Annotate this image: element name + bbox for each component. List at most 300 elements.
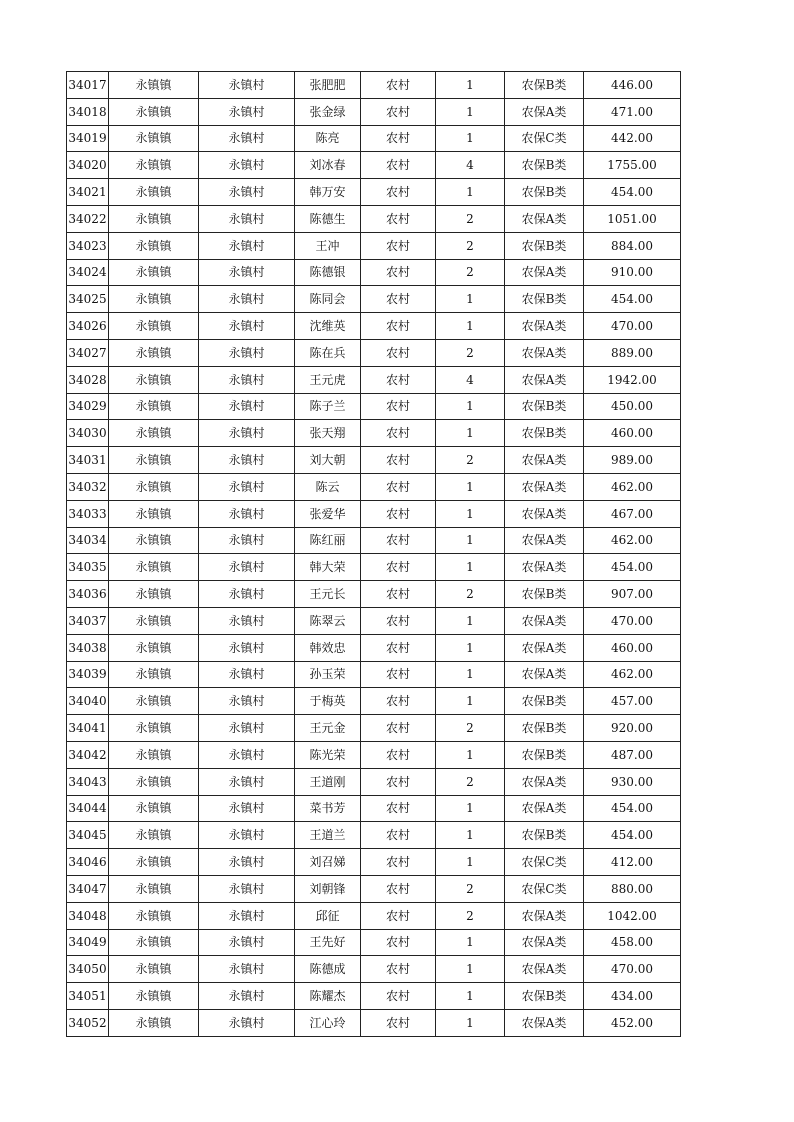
village-cell: 永镇村 bbox=[199, 179, 295, 206]
insurance-category-cell: 农保A类 bbox=[505, 339, 584, 366]
area-type-cell: 农村 bbox=[361, 259, 436, 286]
town-cell: 永镇镇 bbox=[109, 1009, 199, 1036]
area-type-cell: 农村 bbox=[361, 473, 436, 500]
insurance-category-cell: 农保A类 bbox=[505, 98, 584, 125]
name-cell: 江心玲 bbox=[295, 1009, 361, 1036]
amount-cell: 910.00 bbox=[584, 259, 681, 286]
amount-cell: 454.00 bbox=[584, 554, 681, 581]
name-cell: 孙玉荣 bbox=[295, 661, 361, 688]
amount-cell: 454.00 bbox=[584, 179, 681, 206]
household-count-cell: 2 bbox=[436, 232, 505, 259]
amount-cell: 452.00 bbox=[584, 1009, 681, 1036]
town-cell: 永镇镇 bbox=[109, 500, 199, 527]
village-cell: 永镇村 bbox=[199, 661, 295, 688]
amount-cell: 467.00 bbox=[584, 500, 681, 527]
table-row bbox=[67, 1009, 681, 1036]
record-id-cell: 34035 bbox=[67, 554, 109, 581]
amount-cell: 460.00 bbox=[584, 420, 681, 447]
town-cell: 永镇镇 bbox=[109, 554, 199, 581]
table-row bbox=[67, 500, 681, 527]
area-type-cell: 农村 bbox=[361, 447, 436, 474]
household-count-cell: 1 bbox=[436, 98, 505, 125]
name-cell: 沈维英 bbox=[295, 313, 361, 340]
record-id-cell: 34031 bbox=[67, 447, 109, 474]
name-cell: 王冲 bbox=[295, 232, 361, 259]
area-type-cell: 农村 bbox=[361, 929, 436, 956]
village-cell: 永镇村 bbox=[199, 634, 295, 661]
record-id-cell: 34022 bbox=[67, 205, 109, 232]
town-cell: 永镇镇 bbox=[109, 286, 199, 313]
household-count-cell: 2 bbox=[436, 715, 505, 742]
household-count-cell: 1 bbox=[436, 607, 505, 634]
record-id-cell: 34026 bbox=[67, 313, 109, 340]
area-type-cell: 农村 bbox=[361, 634, 436, 661]
name-cell: 陈云 bbox=[295, 473, 361, 500]
record-id-cell: 34028 bbox=[67, 366, 109, 393]
name-cell: 王元虎 bbox=[295, 366, 361, 393]
insurance-category-cell: 农保A类 bbox=[505, 205, 584, 232]
area-type-cell: 农村 bbox=[361, 768, 436, 795]
amount-cell: 471.00 bbox=[584, 98, 681, 125]
village-cell: 永镇村 bbox=[199, 447, 295, 474]
village-cell: 永镇村 bbox=[199, 366, 295, 393]
amount-cell: 462.00 bbox=[584, 661, 681, 688]
insurance-category-cell: 农保A类 bbox=[505, 661, 584, 688]
area-type-cell: 农村 bbox=[361, 366, 436, 393]
table-row bbox=[67, 473, 681, 500]
amount-cell: 1042.00 bbox=[584, 902, 681, 929]
area-type-cell: 农村 bbox=[361, 875, 436, 902]
amount-cell: 989.00 bbox=[584, 447, 681, 474]
village-cell: 永镇村 bbox=[199, 849, 295, 876]
village-cell: 永镇村 bbox=[199, 527, 295, 554]
area-type-cell: 农村 bbox=[361, 983, 436, 1010]
insurance-category-cell: 农保A类 bbox=[505, 554, 584, 581]
village-cell: 永镇村 bbox=[199, 473, 295, 500]
insurance-category-cell: 农保A类 bbox=[505, 902, 584, 929]
household-count-cell: 2 bbox=[436, 447, 505, 474]
insurance-category-cell: 农保B类 bbox=[505, 393, 584, 420]
household-count-cell: 2 bbox=[436, 339, 505, 366]
household-count-cell: 1 bbox=[436, 179, 505, 206]
household-count-cell: 2 bbox=[436, 259, 505, 286]
amount-cell: 930.00 bbox=[584, 768, 681, 795]
area-type-cell: 农村 bbox=[361, 313, 436, 340]
area-type-cell: 农村 bbox=[361, 205, 436, 232]
record-id-cell: 34048 bbox=[67, 902, 109, 929]
name-cell: 刘大朝 bbox=[295, 447, 361, 474]
village-cell: 永镇村 bbox=[199, 983, 295, 1010]
area-type-cell: 农村 bbox=[361, 822, 436, 849]
table-row bbox=[67, 286, 681, 313]
amount-cell: 470.00 bbox=[584, 956, 681, 983]
town-cell: 永镇镇 bbox=[109, 607, 199, 634]
amount-cell: 412.00 bbox=[584, 849, 681, 876]
town-cell: 永镇镇 bbox=[109, 232, 199, 259]
table-row bbox=[67, 447, 681, 474]
town-cell: 永镇镇 bbox=[109, 447, 199, 474]
insurance-category-cell: 农保B类 bbox=[505, 72, 584, 99]
village-cell: 永镇村 bbox=[199, 393, 295, 420]
town-cell: 永镇镇 bbox=[109, 581, 199, 608]
area-type-cell: 农村 bbox=[361, 849, 436, 876]
table-row bbox=[67, 259, 681, 286]
village-cell: 永镇村 bbox=[199, 339, 295, 366]
record-id-cell: 34017 bbox=[67, 72, 109, 99]
town-cell: 永镇镇 bbox=[109, 956, 199, 983]
village-cell: 永镇村 bbox=[199, 125, 295, 152]
village-cell: 永镇村 bbox=[199, 1009, 295, 1036]
town-cell: 永镇镇 bbox=[109, 473, 199, 500]
table-row bbox=[67, 688, 681, 715]
village-cell: 永镇村 bbox=[199, 607, 295, 634]
record-id-cell: 34036 bbox=[67, 581, 109, 608]
record-id-cell: 34044 bbox=[67, 795, 109, 822]
name-cell: 韩效忠 bbox=[295, 634, 361, 661]
town-cell: 永镇镇 bbox=[109, 688, 199, 715]
table-row bbox=[67, 768, 681, 795]
household-count-cell: 4 bbox=[436, 366, 505, 393]
name-cell: 韩大荣 bbox=[295, 554, 361, 581]
table-row bbox=[67, 849, 681, 876]
insurance-category-cell: 农保C类 bbox=[505, 849, 584, 876]
household-count-cell: 1 bbox=[436, 822, 505, 849]
town-cell: 永镇镇 bbox=[109, 313, 199, 340]
name-cell: 陈红丽 bbox=[295, 527, 361, 554]
town-cell: 永镇镇 bbox=[109, 822, 199, 849]
amount-cell: 446.00 bbox=[584, 72, 681, 99]
table-row bbox=[67, 339, 681, 366]
insurance-category-cell: 农保B类 bbox=[505, 286, 584, 313]
amount-cell: 1051.00 bbox=[584, 205, 681, 232]
amount-cell: 457.00 bbox=[584, 688, 681, 715]
insurance-category-cell: 农保B类 bbox=[505, 420, 584, 447]
household-count-cell: 1 bbox=[436, 983, 505, 1010]
town-cell: 永镇镇 bbox=[109, 983, 199, 1010]
record-id-cell: 34051 bbox=[67, 983, 109, 1010]
insurance-category-cell: 农保B类 bbox=[505, 715, 584, 742]
name-cell: 陈光荣 bbox=[295, 741, 361, 768]
table-row bbox=[67, 983, 681, 1010]
record-id-cell: 34034 bbox=[67, 527, 109, 554]
amount-cell: 1755.00 bbox=[584, 152, 681, 179]
table-row bbox=[67, 875, 681, 902]
record-id-cell: 34039 bbox=[67, 661, 109, 688]
area-type-cell: 农村 bbox=[361, 286, 436, 313]
household-count-cell: 1 bbox=[436, 72, 505, 99]
insurance-category-cell: 农保A类 bbox=[505, 527, 584, 554]
record-id-cell: 34047 bbox=[67, 875, 109, 902]
area-type-cell: 农村 bbox=[361, 232, 436, 259]
household-count-cell: 1 bbox=[436, 313, 505, 340]
table-row bbox=[67, 313, 681, 340]
household-count-cell: 1 bbox=[436, 849, 505, 876]
village-cell: 永镇村 bbox=[199, 554, 295, 581]
amount-cell: 920.00 bbox=[584, 715, 681, 742]
household-count-cell: 2 bbox=[436, 768, 505, 795]
name-cell: 陈同会 bbox=[295, 286, 361, 313]
name-cell: 刘召娣 bbox=[295, 849, 361, 876]
record-id-cell: 34029 bbox=[67, 393, 109, 420]
village-cell: 永镇村 bbox=[199, 741, 295, 768]
insurance-category-cell: 农保B类 bbox=[505, 232, 584, 259]
table-row bbox=[67, 929, 681, 956]
insurance-category-cell: 农保A类 bbox=[505, 473, 584, 500]
name-cell: 张爱华 bbox=[295, 500, 361, 527]
table-row bbox=[67, 98, 681, 125]
village-cell: 永镇村 bbox=[199, 956, 295, 983]
village-cell: 永镇村 bbox=[199, 205, 295, 232]
town-cell: 永镇镇 bbox=[109, 152, 199, 179]
town-cell: 永镇镇 bbox=[109, 715, 199, 742]
table-row bbox=[67, 795, 681, 822]
table-row bbox=[67, 607, 681, 634]
household-count-cell: 2 bbox=[436, 581, 505, 608]
town-cell: 永镇镇 bbox=[109, 393, 199, 420]
record-id-cell: 34038 bbox=[67, 634, 109, 661]
village-cell: 永镇村 bbox=[199, 420, 295, 447]
table-row bbox=[67, 366, 681, 393]
area-type-cell: 农村 bbox=[361, 98, 436, 125]
table-row bbox=[67, 741, 681, 768]
insurance-category-cell: 农保A类 bbox=[505, 500, 584, 527]
town-cell: 永镇镇 bbox=[109, 366, 199, 393]
record-id-cell: 34050 bbox=[67, 956, 109, 983]
household-count-cell: 1 bbox=[436, 741, 505, 768]
amount-cell: 487.00 bbox=[584, 741, 681, 768]
household-count-cell: 1 bbox=[436, 634, 505, 661]
name-cell: 张天翔 bbox=[295, 420, 361, 447]
area-type-cell: 农村 bbox=[361, 741, 436, 768]
record-id-cell: 34020 bbox=[67, 152, 109, 179]
area-type-cell: 农村 bbox=[361, 179, 436, 206]
record-id-cell: 34043 bbox=[67, 768, 109, 795]
area-type-cell: 农村 bbox=[361, 527, 436, 554]
table-row bbox=[67, 581, 681, 608]
village-cell: 永镇村 bbox=[199, 715, 295, 742]
town-cell: 永镇镇 bbox=[109, 768, 199, 795]
household-count-cell: 1 bbox=[436, 420, 505, 447]
village-cell: 永镇村 bbox=[199, 795, 295, 822]
table-row bbox=[67, 152, 681, 179]
name-cell: 陈德成 bbox=[295, 956, 361, 983]
insurance-category-cell: 农保A类 bbox=[505, 313, 584, 340]
town-cell: 永镇镇 bbox=[109, 875, 199, 902]
area-type-cell: 农村 bbox=[361, 393, 436, 420]
table-row bbox=[67, 205, 681, 232]
amount-cell: 454.00 bbox=[584, 795, 681, 822]
household-count-cell: 1 bbox=[436, 554, 505, 581]
area-type-cell: 农村 bbox=[361, 661, 436, 688]
name-cell: 菜书芳 bbox=[295, 795, 361, 822]
name-cell: 陈德生 bbox=[295, 205, 361, 232]
insurance-category-cell: 农保A类 bbox=[505, 929, 584, 956]
household-count-cell: 1 bbox=[436, 688, 505, 715]
record-id-cell: 34030 bbox=[67, 420, 109, 447]
name-cell: 刘冰春 bbox=[295, 152, 361, 179]
amount-cell: 880.00 bbox=[584, 875, 681, 902]
record-id-cell: 34027 bbox=[67, 339, 109, 366]
village-cell: 永镇村 bbox=[199, 98, 295, 125]
name-cell: 陈亮 bbox=[295, 125, 361, 152]
village-cell: 永镇村 bbox=[199, 688, 295, 715]
area-type-cell: 农村 bbox=[361, 902, 436, 929]
record-id-cell: 34046 bbox=[67, 849, 109, 876]
area-type-cell: 农村 bbox=[361, 956, 436, 983]
name-cell: 刘朝锋 bbox=[295, 875, 361, 902]
amount-cell: 454.00 bbox=[584, 822, 681, 849]
town-cell: 永镇镇 bbox=[109, 339, 199, 366]
name-cell: 王元金 bbox=[295, 715, 361, 742]
village-cell: 永镇村 bbox=[199, 286, 295, 313]
amount-cell: 462.00 bbox=[584, 527, 681, 554]
town-cell: 永镇镇 bbox=[109, 929, 199, 956]
table-row bbox=[67, 902, 681, 929]
village-cell: 永镇村 bbox=[199, 500, 295, 527]
area-type-cell: 农村 bbox=[361, 795, 436, 822]
table-row bbox=[67, 527, 681, 554]
roster-body bbox=[67, 72, 681, 1037]
insurance-category-cell: 农保B类 bbox=[505, 688, 584, 715]
village-cell: 永镇村 bbox=[199, 822, 295, 849]
insurance-category-cell: 农保B类 bbox=[505, 179, 584, 206]
record-id-cell: 34037 bbox=[67, 607, 109, 634]
amount-cell: 889.00 bbox=[584, 339, 681, 366]
table-row bbox=[67, 634, 681, 661]
insurance-category-cell: 农保A类 bbox=[505, 634, 584, 661]
area-type-cell: 农村 bbox=[361, 581, 436, 608]
record-id-cell: 34025 bbox=[67, 286, 109, 313]
amount-cell: 907.00 bbox=[584, 581, 681, 608]
name-cell: 陈耀杰 bbox=[295, 983, 361, 1010]
insurance-category-cell: 农保B类 bbox=[505, 152, 584, 179]
town-cell: 永镇镇 bbox=[109, 205, 199, 232]
name-cell: 张金绿 bbox=[295, 98, 361, 125]
name-cell: 韩万安 bbox=[295, 179, 361, 206]
village-cell: 永镇村 bbox=[199, 875, 295, 902]
town-cell: 永镇镇 bbox=[109, 125, 199, 152]
amount-cell: 454.00 bbox=[584, 286, 681, 313]
table-row bbox=[67, 393, 681, 420]
name-cell: 陈子兰 bbox=[295, 393, 361, 420]
amount-cell: 434.00 bbox=[584, 983, 681, 1010]
village-cell: 永镇村 bbox=[199, 72, 295, 99]
town-cell: 永镇镇 bbox=[109, 527, 199, 554]
town-cell: 永镇镇 bbox=[109, 420, 199, 447]
record-id-cell: 34049 bbox=[67, 929, 109, 956]
village-cell: 永镇村 bbox=[199, 313, 295, 340]
name-cell: 陈翠云 bbox=[295, 607, 361, 634]
amount-cell: 470.00 bbox=[584, 607, 681, 634]
table-row bbox=[67, 554, 681, 581]
insurance-category-cell: 农保B类 bbox=[505, 983, 584, 1010]
record-id-cell: 34032 bbox=[67, 473, 109, 500]
village-cell: 永镇村 bbox=[199, 581, 295, 608]
name-cell: 于梅英 bbox=[295, 688, 361, 715]
town-cell: 永镇镇 bbox=[109, 634, 199, 661]
table-row bbox=[67, 661, 681, 688]
record-id-cell: 34018 bbox=[67, 98, 109, 125]
name-cell: 王先好 bbox=[295, 929, 361, 956]
town-cell: 永镇镇 bbox=[109, 72, 199, 99]
area-type-cell: 农村 bbox=[361, 152, 436, 179]
insurance-category-cell: 农保B类 bbox=[505, 581, 584, 608]
name-cell: 王道兰 bbox=[295, 822, 361, 849]
area-type-cell: 农村 bbox=[361, 125, 436, 152]
household-count-cell: 2 bbox=[436, 902, 505, 929]
table-row bbox=[67, 420, 681, 447]
insurance-category-cell: 农保A类 bbox=[505, 259, 584, 286]
table-row bbox=[67, 715, 681, 742]
record-id-cell: 34040 bbox=[67, 688, 109, 715]
area-type-cell: 农村 bbox=[361, 688, 436, 715]
household-count-cell: 1 bbox=[436, 795, 505, 822]
insurance-category-cell: 农保B类 bbox=[505, 741, 584, 768]
household-count-cell: 1 bbox=[436, 929, 505, 956]
record-id-cell: 34019 bbox=[67, 125, 109, 152]
amount-cell: 450.00 bbox=[584, 393, 681, 420]
roster-table bbox=[66, 71, 681, 1037]
table-row bbox=[67, 956, 681, 983]
insurance-category-cell: 农保A类 bbox=[505, 366, 584, 393]
area-type-cell: 农村 bbox=[361, 607, 436, 634]
town-cell: 永镇镇 bbox=[109, 902, 199, 929]
name-cell: 邱征 bbox=[295, 902, 361, 929]
insurance-category-cell: 农保A类 bbox=[505, 956, 584, 983]
name-cell: 陈德银 bbox=[295, 259, 361, 286]
insurance-category-cell: 农保A类 bbox=[505, 795, 584, 822]
amount-cell: 442.00 bbox=[584, 125, 681, 152]
area-type-cell: 农村 bbox=[361, 554, 436, 581]
amount-cell: 470.00 bbox=[584, 313, 681, 340]
record-id-cell: 34042 bbox=[67, 741, 109, 768]
area-type-cell: 农村 bbox=[361, 500, 436, 527]
record-id-cell: 34033 bbox=[67, 500, 109, 527]
table-row bbox=[67, 822, 681, 849]
village-cell: 永镇村 bbox=[199, 902, 295, 929]
table-row bbox=[67, 232, 681, 259]
insurance-category-cell: 农保C类 bbox=[505, 125, 584, 152]
village-cell: 永镇村 bbox=[199, 768, 295, 795]
table-row bbox=[67, 179, 681, 206]
town-cell: 永镇镇 bbox=[109, 795, 199, 822]
household-count-cell: 1 bbox=[436, 661, 505, 688]
name-cell: 王道刚 bbox=[295, 768, 361, 795]
village-cell: 永镇村 bbox=[199, 152, 295, 179]
amount-cell: 458.00 bbox=[584, 929, 681, 956]
name-cell: 张肥肥 bbox=[295, 72, 361, 99]
table-row bbox=[67, 125, 681, 152]
household-count-cell: 1 bbox=[436, 286, 505, 313]
household-count-cell: 1 bbox=[436, 393, 505, 420]
insurance-category-cell: 农保C类 bbox=[505, 875, 584, 902]
record-id-cell: 34041 bbox=[67, 715, 109, 742]
town-cell: 永镇镇 bbox=[109, 849, 199, 876]
area-type-cell: 农村 bbox=[361, 72, 436, 99]
household-count-cell: 1 bbox=[436, 473, 505, 500]
household-count-cell: 1 bbox=[436, 1009, 505, 1036]
amount-cell: 1942.00 bbox=[584, 366, 681, 393]
record-id-cell: 34023 bbox=[67, 232, 109, 259]
household-count-cell: 1 bbox=[436, 125, 505, 152]
town-cell: 永镇镇 bbox=[109, 98, 199, 125]
amount-cell: 462.00 bbox=[584, 473, 681, 500]
record-id-cell: 34021 bbox=[67, 179, 109, 206]
village-cell: 永镇村 bbox=[199, 259, 295, 286]
area-type-cell: 农村 bbox=[361, 420, 436, 447]
insurance-category-cell: 农保A类 bbox=[505, 607, 584, 634]
household-count-cell: 2 bbox=[436, 875, 505, 902]
